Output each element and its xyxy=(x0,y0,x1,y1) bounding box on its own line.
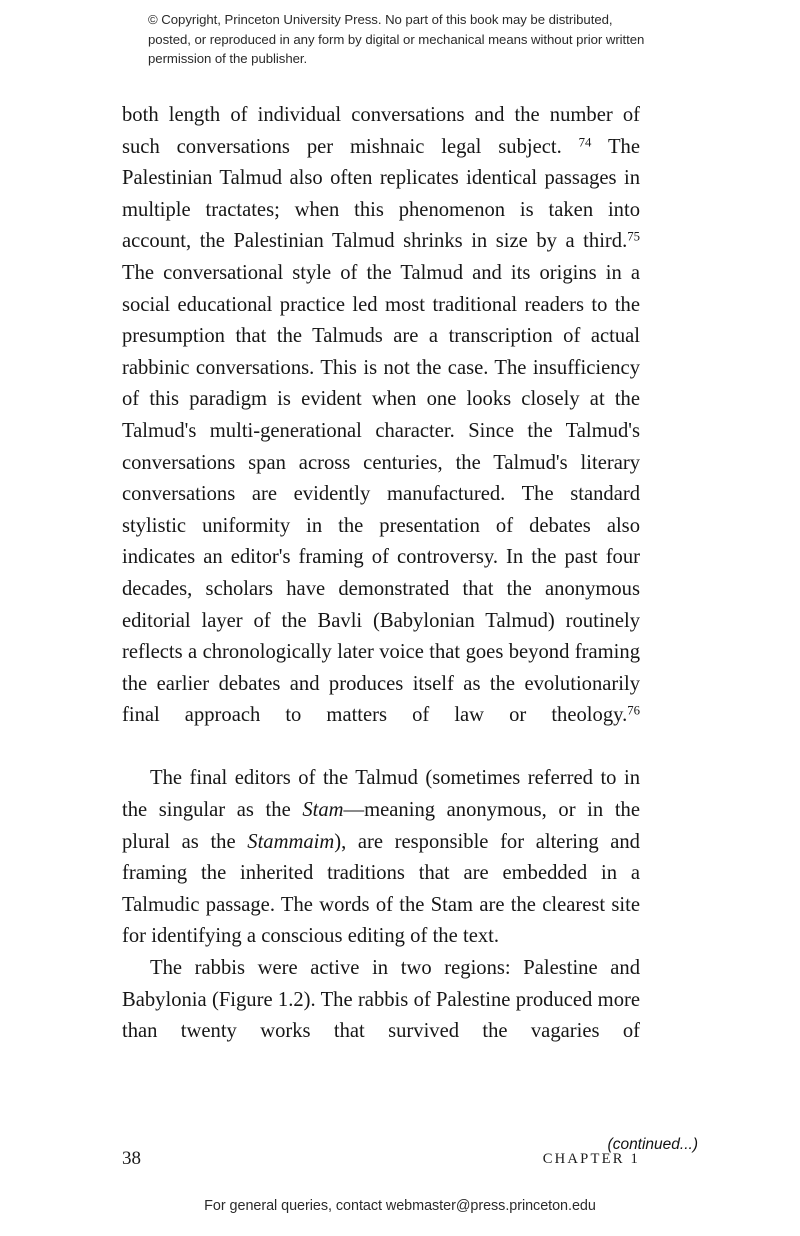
paragraph-2-segment-1: The final editors of the Talmud (sometimes referred to in the singular as the xyxy=(122,767,640,822)
body-text-column xyxy=(122,100,640,1079)
term-stammaim: Stammaim xyxy=(247,830,335,853)
running-head: CHAPTER 1 xyxy=(542,1151,640,1167)
continued-marker: (continued...) xyxy=(607,1136,698,1153)
page-footer xyxy=(122,1136,698,1178)
paragraph-2-segment-3: ), are responsible for altering and framing the inherited traditions that are embedded in a Talmudic passage. The words of the Stam are the clearest site for identifying a conscious editing of the text. xyxy=(122,830,640,948)
paragraph-1-segment-2: The Palestinian Talmud also often replicates identical passages in multiple tractates; when this phenomenon is taken into account, the Palestinian Talmud shrinks in size by a third. xyxy=(122,135,640,253)
term-stam: Stam xyxy=(302,799,344,822)
body-paragraph-3 xyxy=(122,953,640,1079)
page-number: 38 xyxy=(122,1148,141,1169)
body-paragraph-2 xyxy=(122,763,640,953)
paragraph-1-segment-3: The conversational style of the Talmud and its origins in a social educational practice led most traditional readers to the presumption that the Talmuds are a transcription of actual rabbinic conversations. This is not the case. The insufficiency of this paradigm is evident when one looks closely at the Talmud's multi-generational character. Since the Talmud's conversations span across centuries, the Talmud's literary conversations are evidently manufactured. The standard stylistic uniformity in the presentation of debates also indicates an editor's framing of controversy. In the past four decades, scholars have demonstrated that the anonymous editorial layer of the Bavli (Babylonian Talmud) routinely reflects a chronologically later voice that goes beyond framing the earlier debates and produces itself as the evolutionarily final approach to matters of law or theology. xyxy=(122,261,640,727)
general-queries-line: For general queries, contact webmaster@press.princeton.edu xyxy=(204,1198,596,1214)
paragraph-2-segment-2: —meaning anonymous, or in the plural as the xyxy=(122,799,640,853)
paragraph-1-segment-1: both length of individual conversations and the number of such conversations per mishnaic legal subject. xyxy=(122,104,640,158)
copyright-notice: © Copyright, Princeton University Press. No part of this book may be distributed, posted, or reproduced in any form by digital or mechanical means without prior written permission of the publisher. xyxy=(148,12,645,66)
footnote-reference-75[interactable]: 75 xyxy=(627,229,640,244)
footnote-reference-74[interactable]: 74 xyxy=(578,134,592,149)
footnote-reference-76[interactable]: 76 xyxy=(627,703,640,718)
body-paragraph-1 xyxy=(122,100,640,763)
paragraph-3-segment-1: The rabbis were active in two regions: Palestine and Babylonia (Figure 1.2). The rabbis of Palestine produced more than twenty works that survived the vagaries of xyxy=(122,957,640,1043)
